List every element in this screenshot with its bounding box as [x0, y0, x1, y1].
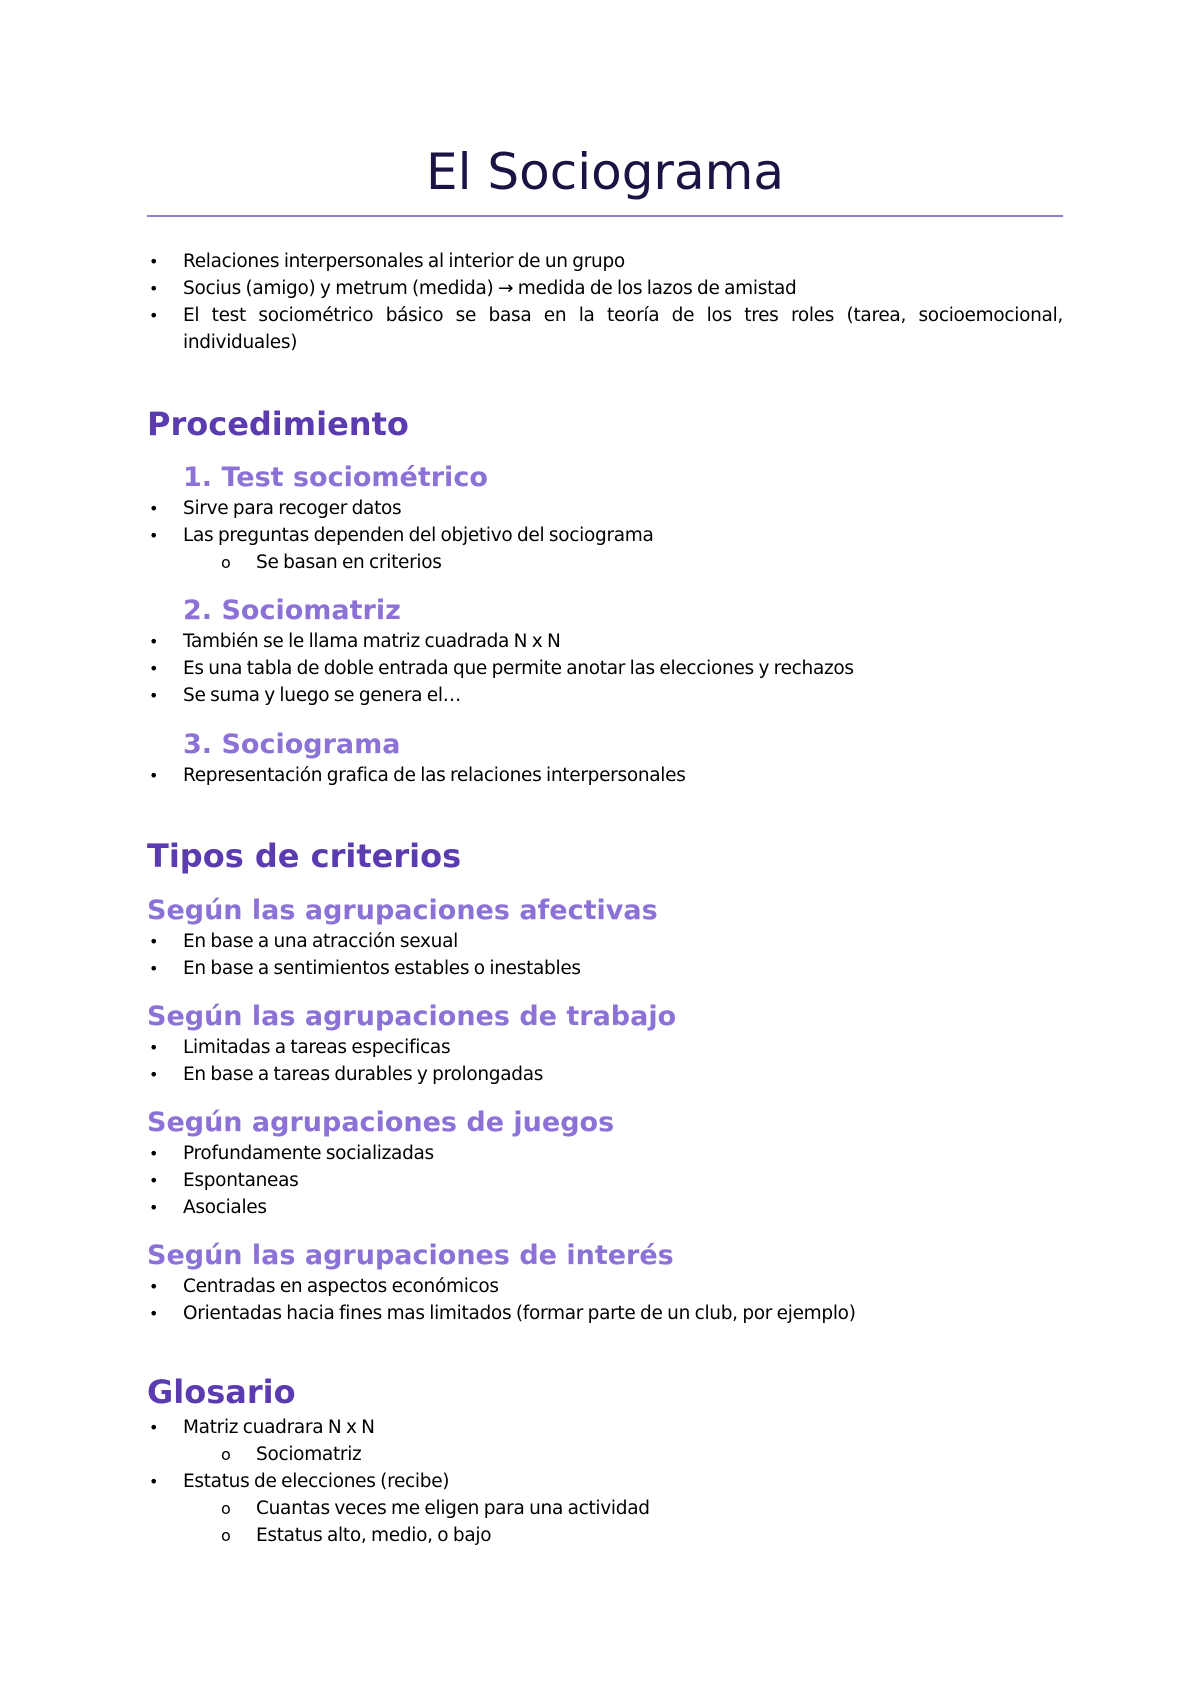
list-item: • Representación grafica de las relaciones interpersonales: [147, 762, 1063, 789]
sub-bullet-icon: o: [221, 1499, 231, 1518]
bullet-icon: •: [149, 632, 159, 651]
list-item: • Matriz cuadrara N x N: [147, 1414, 1063, 1441]
criterio-heading-juegos: Según agrupaciones de juegos: [147, 1107, 615, 1138]
intro-list: [147, 248, 1063, 356]
bullet-icon: •: [149, 279, 159, 298]
bullet-icon: •: [149, 499, 159, 518]
section-heading-procedimiento: Procedimiento: [147, 405, 409, 443]
glosario-list: [147, 1414, 1063, 1549]
bullet-icon: •: [149, 526, 159, 545]
list-item: • En base a sentimientos estables o inestables: [147, 955, 1063, 982]
list-item: • Socius (amigo) y metrum (medida) → medida de los lazos de amistad: [147, 275, 1063, 302]
bullet-icon: •: [149, 1304, 159, 1323]
title-underline: [147, 215, 1063, 217]
criterio-trabajo-list: [147, 1034, 1063, 1088]
list-item: • Se suma y luego se genera el…: [147, 682, 1063, 709]
list-item: • Profundamente socializadas: [147, 1140, 1063, 1167]
criterio-heading-afectivas: Según las agrupaciones afectivas: [147, 895, 658, 926]
criterio-interes-list: [147, 1273, 1063, 1327]
sub-bullet-icon: o: [221, 1526, 231, 1545]
list-item: • Espontaneas: [147, 1167, 1063, 1194]
bullet-icon: •: [149, 1472, 159, 1491]
criterio-afectivas-list: [147, 928, 1063, 982]
bullet-icon: •: [149, 659, 159, 678]
criterio-heading-interes: Según las agrupaciones de interés: [147, 1240, 674, 1271]
list-item: • Asociales: [147, 1194, 1063, 1221]
list-item: • Es una tabla de doble entrada que permite anotar las elecciones y rechazos: [147, 655, 1063, 682]
sub-bullet-icon: o: [221, 1445, 231, 1464]
bullet-icon: •: [149, 1144, 159, 1163]
document-title: El Sociograma: [426, 143, 784, 201]
bullet-icon: •: [149, 959, 159, 978]
bullet-icon: •: [149, 1038, 159, 1057]
list-subitem: o Se basan en criterios: [147, 549, 1063, 576]
bullet-icon: •: [149, 932, 159, 951]
list-item: • Estatus de elecciones (recibe): [147, 1468, 1063, 1495]
bullet-icon: •: [149, 252, 159, 271]
list-subitem: o Cuantas veces me eligen para una actividad: [147, 1495, 1063, 1522]
bullet-icon: •: [149, 1171, 159, 1190]
criterio-heading-trabajo: Según las agrupaciones de trabajo: [147, 1001, 677, 1032]
list-subitem: o Sociomatriz: [147, 1441, 1063, 1468]
step-sociomatriz-list: [147, 628, 1063, 709]
list-item: • Centradas en aspectos económicos: [147, 1273, 1063, 1300]
bullet-icon: •: [149, 686, 159, 705]
step-sociograma-list: [147, 762, 1063, 789]
step-heading-sociograma: 3. Sociograma: [183, 729, 401, 760]
list-item: • Las preguntas dependen del objetivo del sociograma: [147, 522, 1063, 549]
section-heading-glosario: Glosario: [147, 1373, 296, 1411]
list-item: • Orientadas hacia fines mas limitados (formar parte de un club, por ejemplo): [147, 1300, 1063, 1327]
bullet-icon: •: [149, 1277, 159, 1296]
step-heading-test: 1. Test sociométrico: [183, 462, 488, 493]
bullet-icon: •: [149, 1418, 159, 1437]
list-item: • El test sociométrico básico se basa en la teoría de los tres roles (tarea, socioemocional, individuales): [147, 302, 1063, 356]
step-test-list: [147, 495, 1063, 576]
step-heading-sociomatriz: 2. Sociomatriz: [183, 595, 401, 626]
list-item: • Relaciones interpersonales al interior de un grupo: [147, 248, 1063, 275]
bullet-icon: •: [149, 306, 159, 325]
list-item: • Limitadas a tareas especificas: [147, 1034, 1063, 1061]
list-item: • Sirve para recoger datos: [147, 495, 1063, 522]
sub-bullet-icon: o: [221, 553, 231, 572]
list-item: • En base a tareas durables y prolongadas: [147, 1061, 1063, 1088]
bullet-icon: •: [149, 1198, 159, 1217]
list-item: • También se le llama matriz cuadrada N x N: [147, 628, 1063, 655]
list-item: • En base a una atracción sexual: [147, 928, 1063, 955]
criterio-juegos-list: [147, 1140, 1063, 1221]
section-heading-tipos: Tipos de criterios: [147, 837, 462, 875]
bullet-icon: •: [149, 1065, 159, 1084]
bullet-icon: •: [149, 766, 159, 785]
list-subitem: o Estatus alto, medio, o bajo: [147, 1522, 1063, 1549]
